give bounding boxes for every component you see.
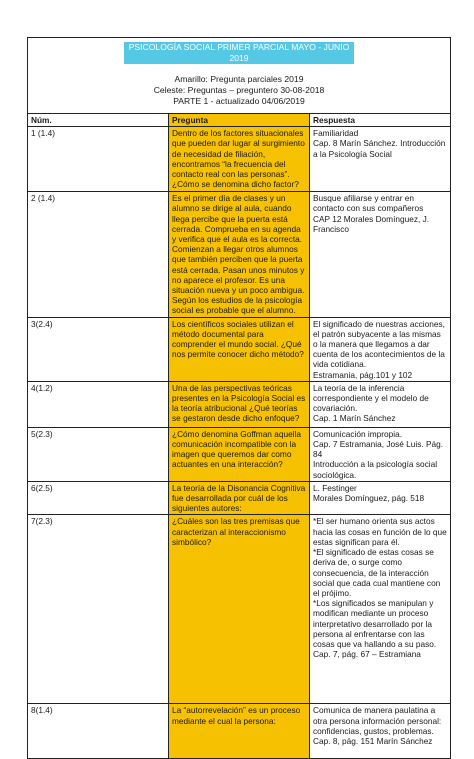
question-cell: Es el primer día de clases y un alumno se dirige al aula, cuando llega percibe que la puerta está cerrada. Comprueba en su agenda y verifica que el aula es la correcta. Comienzan a llegar otros alumnos que también perciben que la puerta está cerrada. Pasan unos minutos y no aparece el profesor. Es una situación nueva y un poco ambigua. Según los estudios de la psicología social es probable que el alumno. [169,192,310,317]
table-row [28,127,451,192]
answer-cell [310,127,451,192]
part-update-line: PARTE 1 - actualizado 04/06/2019 [173,96,305,106]
answer-line: Comunica de manera paulatina a otra persona información personal: confidencias, gustos, problemas. [313,705,442,736]
answer-line: *El significado de estas cosas se deriva de, o surge como consecuencia, de la interacción social que cada cual mantiene con el prójimo. [313,547,441,598]
answer-cell [310,427,451,481]
answer-line: Cap. 8, pág. 151 Marín Sánchez [313,736,433,747]
answer-cell [310,381,451,427]
answer-line: Morales Domínguez, pág. 518 [313,493,425,504]
answer-line: CAP 12 Morales Domínguez, J. Francisco [313,213,430,234]
table-row [28,317,451,381]
row-number: 6(2.5) [28,481,169,515]
table-row [28,192,451,317]
table-row [28,515,451,704]
answer-line: *El ser humano orienta sus actos hacia las cosas en función de lo que estas significan para él. [313,516,447,547]
answer-line: Cap. 1 Marín Sánchez [313,413,396,424]
answer-line: La teoría de la inferencia correspondiente y el modelo de covariación. [313,382,429,414]
table-row [28,427,451,481]
table-row [28,481,451,515]
answer-line: Cap. 8 Marín Sánchez. Introducción a la Psicología Social [313,138,446,159]
question-cell: Dentro de los factores situacionales que pueden dar lugar al surgimiento de necesidad de filiación, encontramos “la frecuencia del contacto real con las personas”. ¿Cómo se denomina dicho factor? [169,127,310,192]
answer-line: Comunicación impropia. [313,428,403,439]
header-row [28,38,451,114]
title-line-2: 2019 [124,53,354,64]
answer-line: Estramania, pág.101 y 102 [313,369,413,380]
answer-line: Cap. 7, pág. 67 – Estramiana [313,649,421,660]
answer-cell [310,192,451,317]
answer-line: *Los significados se manipulan y modifican mediante un proceso interpretativo desarrollado por la persona al enfrentarse con las cosas que va hallando a su paso. [313,598,437,649]
question-cell: Los científicos sociales utilizan el método documental para comprender el mundo social. ¿Qué nos permite conocer dicho método? [169,317,310,381]
answer-line: Introducción a la psicología social sociológica. [313,459,438,480]
row-number: 2 (1.4) [28,192,169,317]
row-number: 7(2.3) [28,515,169,704]
answer-cell [310,704,451,759]
row-number: 4(1.2) [28,381,169,427]
legend-yellow: Amarillo: Pregunta parciales 2019 [174,74,304,84]
header-cell [28,38,451,114]
row-number: 1 (1.4) [28,127,169,192]
answer-cell [310,481,451,515]
column-header-answer: Respuesta [310,114,451,127]
answer-line: Familiaridad [313,128,359,139]
answer-cell [310,317,451,381]
question-cell: Una de las perspectivas teóricas presentes en la Psicología Social es la teoría atribucional ¿Qué teorías se gestaron desde dicho enfoque? [169,381,310,427]
column-header-row [28,114,451,127]
question-cell: La teoría de la Disonancia Cognitiva fue desarrollada por cuál de los siguientes autores: [169,481,310,515]
row-number: 5(2.3) [28,427,169,481]
row-number: 3(2.4) [28,317,169,381]
question-cell: La “autorrevelación” es un proceso mediante el cual la persona: [169,704,310,759]
answer-line: Cap. 7 Estramania, José Luis. Pág. 84 [313,439,444,460]
answer-cell [310,515,451,704]
legend-blue: Celeste: Preguntas – preguntero 30-08-2018 [153,85,325,95]
row-number: 8(1.4) [28,704,169,759]
answer-line: Busque afiliarse y entrar en contacto con sus compañeros [313,193,424,214]
column-header-question: Pregunta [169,114,310,127]
question-cell: ¿Cómo denomina Goffman aquella comunicación incompatible con la imagen que queremos dar como actuantes en una interacción? [169,427,310,481]
table-row [28,381,451,427]
title-line-1: PSICOLOGÍA SOCIAL PRIMER PARCIAL MAYO - JUNIO [128,42,350,52]
table-row [28,704,451,759]
column-header-num: Núm. [28,114,169,127]
answer-line: L. Festinger [313,482,357,493]
document-title [124,42,354,64]
question-cell: ¿Cuáles son las tres premisas que caracterizan al interaccionismo simbólico? [169,515,310,704]
exam-table [27,37,451,759]
answer-line: El significado de nuestras acciones, el patrón subyacente a las mismas o la manera que llegamos a dar cuenta de los acontecimientos de la vida cotidiana. [313,318,445,370]
